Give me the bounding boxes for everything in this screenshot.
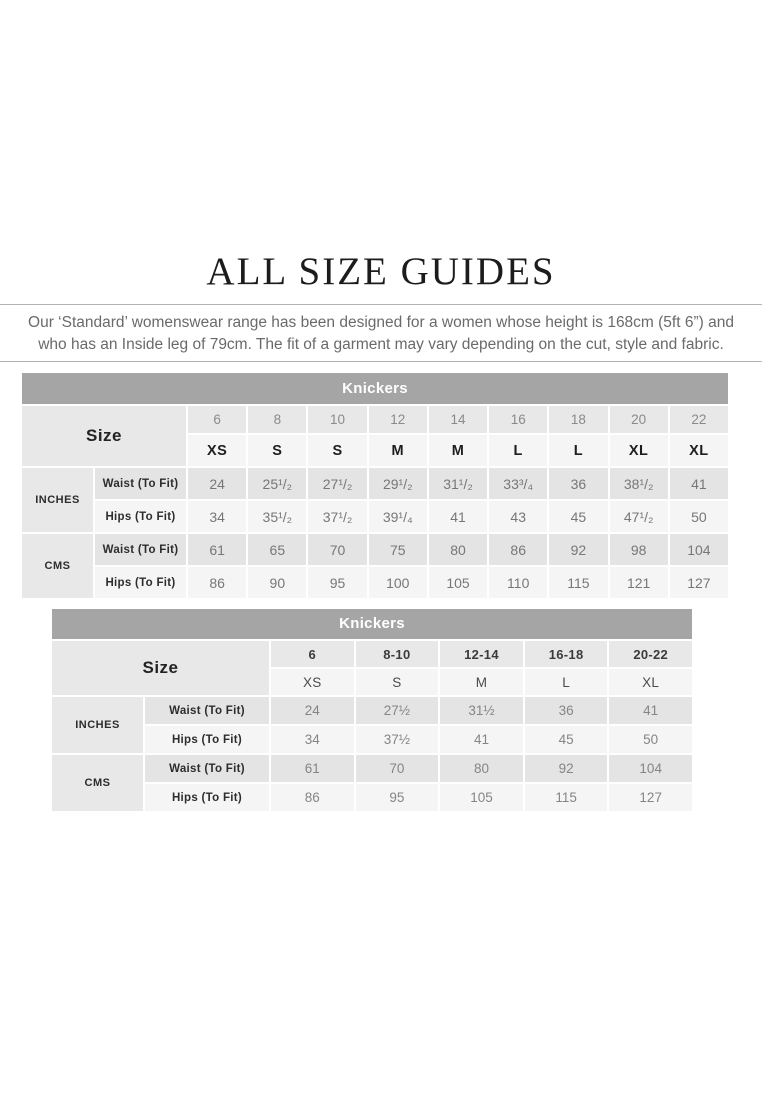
size-col-letter: XL	[610, 435, 668, 466]
value-cell: 43	[489, 501, 547, 532]
value-cell: 34	[188, 501, 246, 532]
value-cell: 127	[670, 567, 728, 598]
size-col-number: 14	[429, 406, 487, 433]
value-cell: 98	[610, 534, 668, 565]
value-cell: 50	[670, 501, 728, 532]
intro-paragraph	[0, 304, 762, 362]
intro-line-2: who has an Inside leg of 79cm. The fit of a garment may vary depending on the cut, style and fabric.	[38, 336, 724, 353]
unit-label: INCHES	[52, 697, 143, 753]
value-cell: 47¹/₂	[610, 501, 668, 532]
value-cell: 33³/₄	[489, 468, 547, 499]
value-cell: 121	[610, 567, 668, 598]
size-col-number: 12-14	[440, 641, 523, 667]
page-title: ALL SIZE GUIDES	[206, 250, 556, 293]
value-cell: 34	[271, 726, 354, 753]
value-cell: 70	[308, 534, 366, 565]
value-cell: 115	[549, 567, 607, 598]
value-cell: 38¹/₂	[610, 468, 668, 499]
size-col-letter: L	[525, 669, 608, 695]
value-cell: 45	[549, 501, 607, 532]
value-cell: 41	[429, 501, 487, 532]
intro-line-1: Our ‘Standard’ womenswear range has been designed for a women whose height is 168cm (5ft 6”) and	[28, 314, 734, 331]
value-cell: 41	[440, 726, 523, 753]
size-col-number: 22	[670, 406, 728, 433]
value-cell: 86	[188, 567, 246, 598]
row-label: Hips (To Fit)	[145, 784, 269, 811]
value-cell: 29¹/₂	[369, 468, 427, 499]
size-col-number: 16	[489, 406, 547, 433]
size-col-number: 8-10	[356, 641, 439, 667]
value-cell: 90	[248, 567, 306, 598]
value-cell: 70	[356, 755, 439, 782]
value-cell: 80	[429, 534, 487, 565]
size-col-letter: S	[356, 669, 439, 695]
value-cell: 27¹/₂	[308, 468, 366, 499]
value-cell: 115	[525, 784, 608, 811]
size-col-number: 12	[369, 406, 427, 433]
size-col-letter: XS	[271, 669, 354, 695]
size-col-letter: L	[489, 435, 547, 466]
size-col-letter: XL	[670, 435, 728, 466]
value-cell: 36	[525, 697, 608, 724]
value-cell: 110	[489, 567, 547, 598]
value-cell: 104	[670, 534, 728, 565]
table-title-bar: Knickers	[22, 373, 728, 404]
size-col-number: 10	[308, 406, 366, 433]
value-cell: 27½	[356, 697, 439, 724]
size-col-letter: M	[429, 435, 487, 466]
value-cell: 105	[429, 567, 487, 598]
value-cell: 61	[188, 534, 246, 565]
size-col-number: 16-18	[525, 641, 608, 667]
size-table-grid	[52, 641, 692, 811]
size-header-cell: Size	[22, 406, 186, 466]
table-title-bar: Knickers	[52, 609, 692, 639]
size-table-knickers-grouped	[52, 609, 692, 811]
unit-label: INCHES	[22, 468, 93, 532]
value-cell: 92	[549, 534, 607, 565]
size-col-number: 20	[610, 406, 668, 433]
value-cell: 127	[609, 784, 692, 811]
size-col-letter: XL	[609, 669, 692, 695]
value-cell: 39¹/₄	[369, 501, 427, 532]
size-col-letter: S	[248, 435, 306, 466]
row-label: Waist (To Fit)	[145, 697, 269, 724]
value-cell: 24	[188, 468, 246, 499]
row-label: Waist (To Fit)	[95, 468, 186, 499]
size-col-letter: M	[440, 669, 523, 695]
value-cell: 31½	[440, 697, 523, 724]
value-cell: 86	[489, 534, 547, 565]
value-cell: 41	[609, 697, 692, 724]
value-cell: 45	[525, 726, 608, 753]
value-cell: 104	[609, 755, 692, 782]
size-table-grid	[22, 406, 728, 598]
value-cell: 105	[440, 784, 523, 811]
value-cell: 36	[549, 468, 607, 499]
size-col-letter: XS	[188, 435, 246, 466]
value-cell: 65	[248, 534, 306, 565]
unit-label: CMS	[52, 755, 143, 811]
size-col-number: 6	[271, 641, 354, 667]
value-cell: 75	[369, 534, 427, 565]
row-label: Waist (To Fit)	[145, 755, 269, 782]
value-cell: 41	[670, 468, 728, 499]
value-cell: 35¹/₂	[248, 501, 306, 532]
value-cell: 92	[525, 755, 608, 782]
row-label: Waist (To Fit)	[95, 534, 186, 565]
value-cell: 24	[271, 697, 354, 724]
value-cell: 37¹/₂	[308, 501, 366, 532]
size-col-number: 18	[549, 406, 607, 433]
row-label: Hips (To Fit)	[95, 567, 186, 598]
size-col-number: 20-22	[609, 641, 692, 667]
size-table-knickers-standard	[22, 373, 728, 598]
size-col-letter: S	[308, 435, 366, 466]
size-col-letter: M	[369, 435, 427, 466]
value-cell: 61	[271, 755, 354, 782]
size-col-number: 8	[248, 406, 306, 433]
row-label: Hips (To Fit)	[95, 501, 186, 532]
size-col-number: 6	[188, 406, 246, 433]
value-cell: 31¹/₂	[429, 468, 487, 499]
value-cell: 37½	[356, 726, 439, 753]
size-header-cell: Size	[52, 641, 269, 695]
row-label: Hips (To Fit)	[145, 726, 269, 753]
value-cell: 95	[356, 784, 439, 811]
value-cell: 95	[308, 567, 366, 598]
value-cell: 80	[440, 755, 523, 782]
value-cell: 50	[609, 726, 692, 753]
size-col-letter: L	[549, 435, 607, 466]
value-cell: 86	[271, 784, 354, 811]
value-cell: 25¹/₂	[248, 468, 306, 499]
unit-label: CMS	[22, 534, 93, 598]
value-cell: 100	[369, 567, 427, 598]
